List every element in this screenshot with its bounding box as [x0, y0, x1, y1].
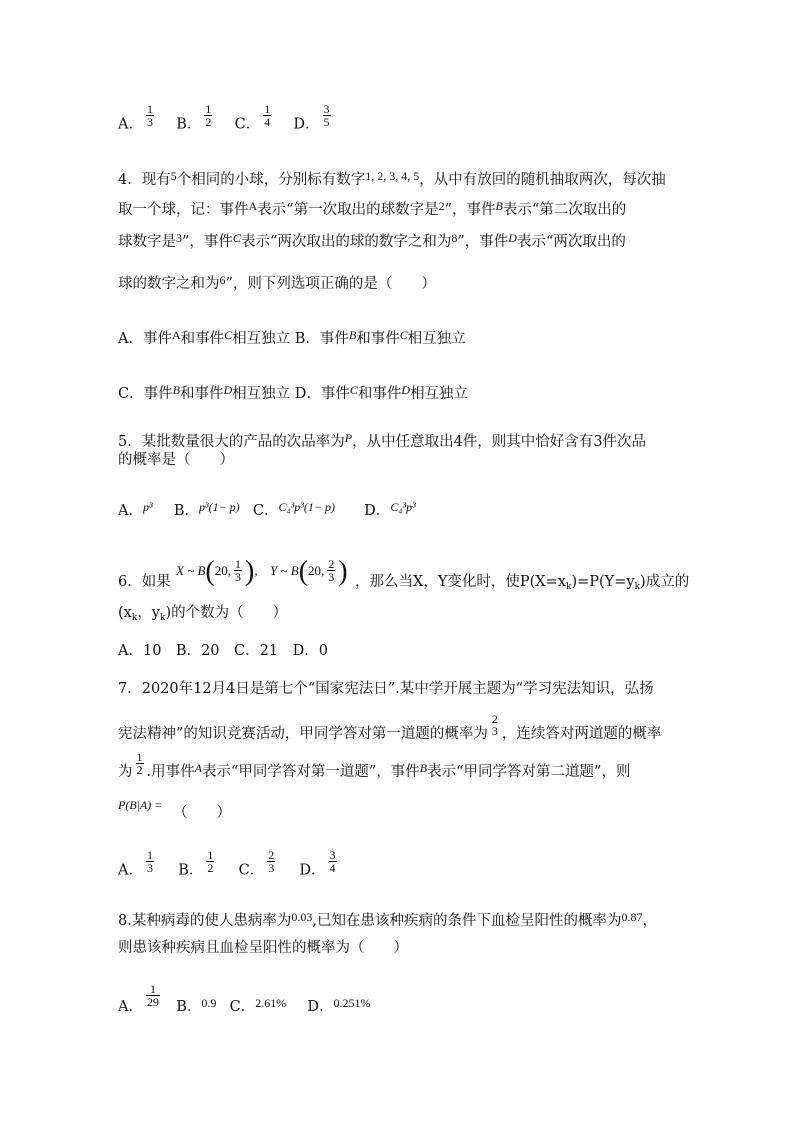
q3-option-d[interactable]: D． $\frac{3}{5}$: [293, 102, 330, 133]
q6-options[interactable]: A．10 B．20 C．21 D．0: [118, 643, 328, 659]
q8-option-b[interactable]: B．$^{0.9}$: [176, 996, 217, 1015]
q4-option-a[interactable]: A．事件$^A$和事件$^C$相互独立: [118, 328, 291, 347]
q4-options-cd: [118, 380, 468, 404]
q5-line2: 的概率是（ ）: [118, 452, 234, 468]
q4-option-b[interactable]: B．事件$^B$和事件$^C$相互独立: [294, 328, 466, 347]
q7-line2: 宪法精神”的知识竞赛活动，甲同学答对第一道题的概率为 2 3 ，连续答对两道题的概率: [118, 712, 662, 742]
q4-line3: 球数字是$^3$”，事件$^C$表示“两次取出的球的数字之和为$^8$”，事件$^D$表示“两次取出的: [118, 231, 626, 250]
q8-option-d[interactable]: D．$^{0.251\%}$: [307, 996, 371, 1015]
q7-option-b[interactable]: B． $\frac{1}{2}$: [178, 848, 214, 879]
q8-line1: 8.某种病毒的使人患病率为$^{0.03}$,已知在患该种疾病的条件下血检呈阳性的概率为$^{0.87}$，: [118, 910, 657, 929]
q5-option-a[interactable]: A．$^{p^3}$: [118, 500, 153, 519]
q4-option-c[interactable]: C．事件$^B$和事件$^D$相互独立: [118, 383, 291, 402]
q6-line1-right: ，那么当X，Y变化时，使$P(X=x_k)=P(Y=y_k)$成立的: [355, 574, 690, 592]
q8-option-c[interactable]: C．$^{2.61\%}$: [229, 996, 287, 1015]
q6-x-distribution: X ~ B(20, $\frac{1}{3}$ ),: [176, 556, 258, 587]
q8-line2: 则患该种疾病且血检呈阳性的概率为（ ）: [118, 940, 408, 956]
q4-options-ab: [118, 325, 466, 349]
q5-option-d[interactable]: D．$^{C_4^3p^3}$: [364, 500, 416, 519]
q3-option-c[interactable]: C． $\frac{1}{4}$: [234, 102, 271, 133]
q4-line2: 取一个球，记：事件$^A$表示“第一次取出的球数字是$^2$”，事件$^B$表示“第二次取出的: [118, 199, 627, 218]
q6-y-distribution: Y ~ B(20, $\frac{2}{3}$ ): [270, 556, 348, 587]
q3-options: [118, 102, 334, 137]
q4-line1: 4．现有$^5$个相同的小球，分别标有数字$^{1, 2, 3, 4, 5}$，从中有放回的随机抽取两次，每次抽: [118, 169, 666, 188]
q7-option-d[interactable]: D． $\frac{3}{4}$: [299, 848, 336, 879]
q5-option-b[interactable]: B．$^{p^3(1- p)}$: [173, 500, 240, 519]
q7-line3: 为 $\frac{1}{2}$ .用事件$^A$表示“甲同学答对第一道题”，事件$^B$表示“甲同学答对第二道题”，则: [118, 749, 631, 780]
q3-option-a[interactable]: A． $\frac{1}{3}$: [118, 102, 153, 133]
q7-option-c[interactable]: C． $\frac{2}{3}$: [238, 848, 275, 879]
q4-line4: 球的数字之和为$^6$”，则下列选项正确的是（ ）: [118, 273, 436, 292]
q7-line1: 7．2020年12月4日是第七个“国家宪法日”.某中学开展主题为“学习宪法知识，弘扬: [118, 681, 654, 697]
q6-line2: ($x_k$，$y_k$)的个数为（ ）: [118, 605, 288, 623]
q5-options: [118, 497, 416, 521]
q3-option-b[interactable]: B． $\frac{1}{2}$: [176, 102, 212, 133]
q8-options: [118, 981, 371, 1020]
q5-option-c[interactable]: C．$^{C_4^3p^3(1- p)}$: [252, 500, 335, 519]
q7-option-a[interactable]: A． $\frac{1}{3}$: [118, 848, 153, 879]
q4-option-d[interactable]: D．事件$^C$和事件$^D$相互独立: [294, 383, 469, 402]
q7-line4: $^{P(B|A) =}$ （ ）: [118, 798, 231, 821]
q5-line1: 5．某批数量很大的产品的次品率为$^P$，从中任意取出4件，则其中恰好含有3件次品: [118, 431, 647, 450]
q6-line1-left: 6．如果: [118, 574, 171, 590]
q8-option-a[interactable]: A． $\frac{1}{29}$: [118, 981, 159, 1015]
q7-options: [118, 848, 340, 883]
